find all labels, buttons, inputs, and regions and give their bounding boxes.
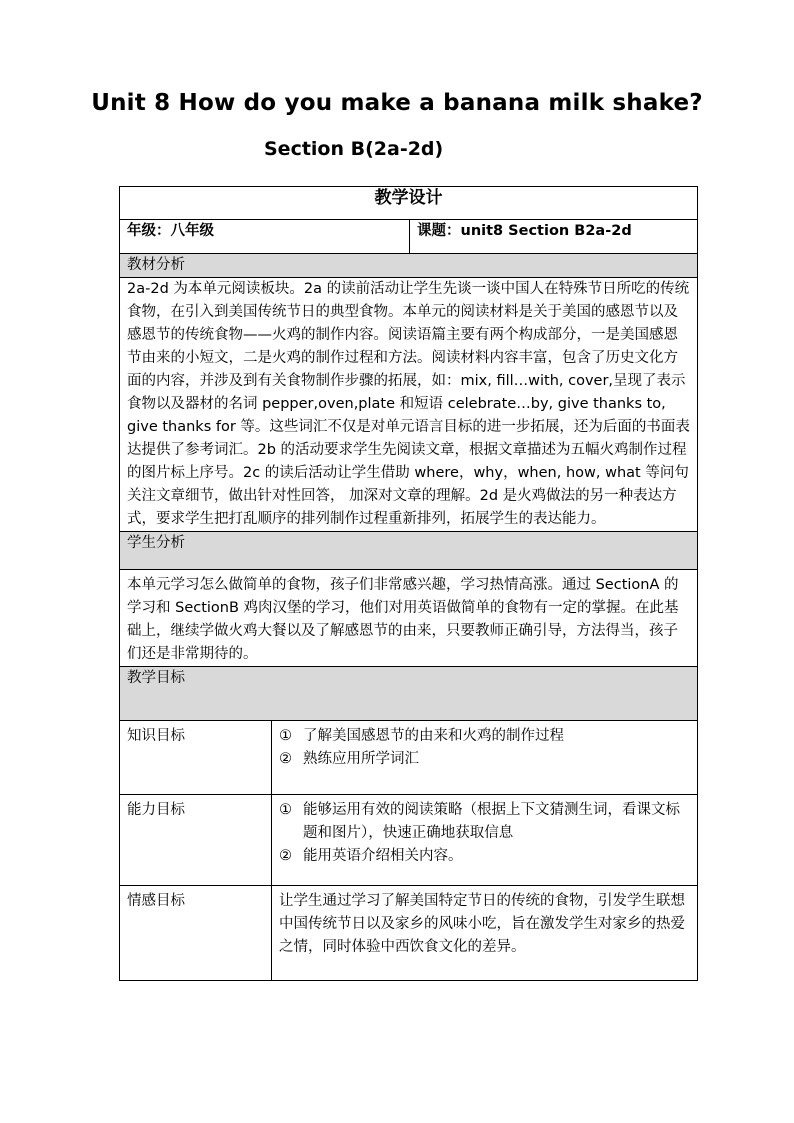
list-number: ① [279,728,292,744]
ability-goal-list [279,799,690,868]
ability-goal-label: 能力目标 [120,795,272,886]
list-text: 了解美国感恩节的由来和火鸡的制作过程 [303,728,564,744]
goals-label: 教学目标 [120,667,698,721]
knowledge-goal-list [279,725,690,771]
document-title: Unit 8 How do you make a banana milk shake? [91,90,703,116]
student-label-row [120,532,698,570]
emotion-goal-label: 情感目标 [120,886,272,981]
ability-goal-content [272,795,698,886]
list-number: ② [279,751,292,767]
list-number: ① [279,802,292,818]
ability-goal-row [120,795,698,886]
list-item [279,799,690,845]
material-label-row [120,254,698,278]
grade-topic-row [120,220,698,254]
table-heading-row [120,187,698,220]
document-subtitle: Section B(2a-2d) [264,138,444,160]
list-item [279,748,690,771]
material-text: 2a-2d 为本单元阅读板块。2a 的读前活动让学生先谈一谈中国人在特殊节日所吃的传统食物，在引入到美国传统节日的典型食物。本单元的阅读材料是关于美国的感恩节以及感恩节的传统食物——火鸡的制作内容。阅读语篇主要有两个构成部分，一是美国感恩节由来的小短文，二是火鸡的制作过程和方法。阅读材料内容丰富，包含了历史文化方面的内容，并涉及到有关食物制作步骤的拓展，如：mix, fill…with, cover,呈现了表示食物以及器材的名词 pepper,oven,plate 和短语 celebrate…by, give thanks to, give thanks for 等。这些词汇不仅是对单元语言目标的进一步拓展，还为后面的书面表达提供了参考词汇。2b 的活动要求学生先阅读文章，根据文章描述为五幅火鸡制作过程的图片标上序号。2c 的读后活动让学生借助 where，why，when, how, what 等问句关注文章细节，做出针对性回答， 加深对文章的理解。2d 是火鸡做法的另一种表达方式，要求学生把打乱顺序的排列制作过程重新排列，拓展学生的表达能力。 [120,278,698,532]
list-number: ② [279,848,292,864]
grade-cell: 年级：八年级 [120,220,410,254]
topic-cell: 课题：unit8 Section B2a-2d [410,220,698,254]
knowledge-goal-content [272,721,698,795]
student-text-row [120,570,698,667]
goals-label-row [120,667,698,721]
list-item [279,725,690,748]
list-item [279,845,690,868]
student-text: 本单元学习怎么做简单的食物，孩子们非常感兴趣，学习热情高涨。通过 SectionA 的学习和 SectionB 鸡肉汉堡的学习，他们对用英语做简单的食物有一定的掌握。在此基础上，继续学做火鸡大餐以及了解感恩节的由来，只要教师正确引导，方法得当，孩子们还是非常期待的。 [120,570,698,667]
material-label: 教材分析 [120,254,698,278]
emotion-goal-text: 让学生通过学习了解美国特定节日的传统的食物，引发学生联想中国传统节日以及家乡的风味小吃，旨在激发学生对家乡的热爱之情，同时体验中西饮食文化的差异。 [272,886,698,981]
student-label: 学生分析 [120,532,698,570]
list-text: 熟练应用所学词汇 [303,751,419,767]
list-text: 能用英语介绍相关内容。 [303,848,463,864]
knowledge-goal-label: 知识目标 [120,721,272,795]
lesson-plan-table [119,186,698,981]
table-heading: 教学设计 [120,187,698,220]
list-text: 能够运用有效的阅读策略（根据上下文猜测生词，看课文标题和图片），快速正确地获取信息 [303,802,680,841]
emotion-goal-row [120,886,698,981]
material-text-row [120,278,698,532]
knowledge-goal-row [120,721,698,795]
